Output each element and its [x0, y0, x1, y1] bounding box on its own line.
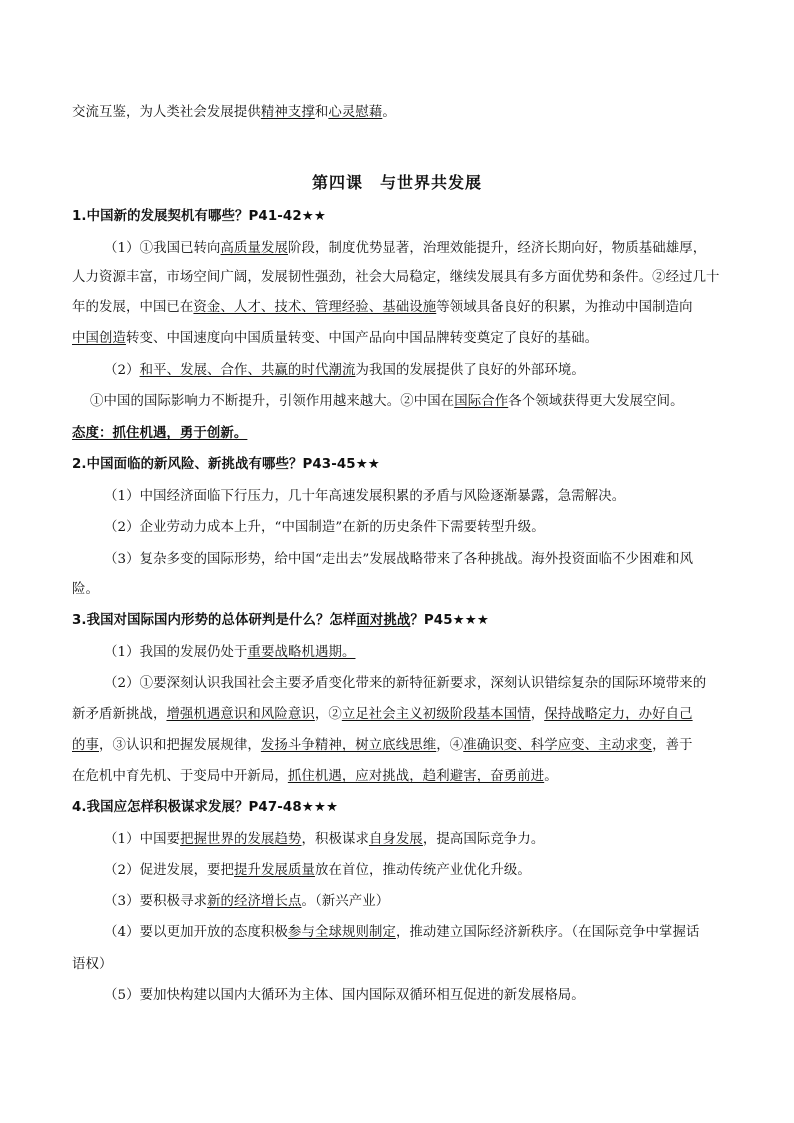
text-run: ，提高国际竞争力。 [422, 832, 545, 847]
text-run: 。 [382, 105, 396, 120]
text-run: 年的发展，中国已在 [72, 300, 194, 315]
underlined-term: 新的经济增长点 [207, 894, 302, 909]
underlined-term: 心灵慰藉 [328, 105, 383, 120]
text-run: 阶段，制度优势显著，治理效能提升，经济长期向好，物质基础雄厚， [288, 241, 707, 256]
q2-line-4: 险。 [72, 582, 99, 597]
underlined-term: 和平、发展、合作、共赢的时代潮流 [139, 363, 356, 378]
text-run: 放在首位，推动传统产业优化升级。 [315, 863, 531, 878]
underlined-term: 的事 [72, 738, 99, 753]
text-run: 各个领域获得更大发展空间。 [508, 394, 684, 409]
q1-line-3 [72, 298, 693, 318]
text-run: （3）要积极寻求 [104, 894, 208, 909]
text-run: 。 [544, 769, 558, 784]
text-run: 等领域具备良好的积累，为推动中国制造向 [436, 300, 693, 315]
text-run: （2） [104, 363, 140, 378]
underlined-term: 精神支撑 [260, 105, 315, 120]
text-run: 转变、中国速度向中国质量转变、中国产品向中国品牌转变奠定了良好的基础。 [125, 331, 599, 346]
q2-line-3: （3）复杂多变的国际形势，给中国“走出去”发展战略带来了各种挑战。海外投资面临不少困难和风 [104, 552, 694, 567]
text-run: 和 [314, 105, 329, 120]
text-run: （1）我国的发展仍处于 [104, 645, 248, 660]
underlined-term: 重要战略机遇期。 [247, 645, 356, 660]
q4-line-4 [104, 923, 700, 943]
q2-line-2: （2）企业劳动力成本上升，“中国制造”在新的历史条件下需要转型升级。 [104, 520, 545, 535]
underlined-term: 中国创造 [72, 331, 126, 346]
underlined-term: 准确识变、科学应变、主动求变 [463, 738, 653, 753]
text-run: 为我国的发展提供了良好的外部环境。 [355, 363, 585, 378]
q1-line-2: 人力资源丰富，市场空间广阔，发展韧性强劲，社会大局稳定，继续发展具有多方面优势和条件。②经过几十 [72, 270, 720, 285]
underlined-term: 增强机遇意识和风险意识 [166, 707, 315, 722]
q3-line-3 [72, 705, 693, 725]
q2-line-1: （1）中国经济面临下行压力，几十年高速发展积累的矛盾与风险逐渐暴露，急需解决。 [104, 489, 626, 504]
underlined-term: 自身发展 [368, 832, 423, 847]
q3-line-1 [104, 643, 355, 663]
text-run: 在危机中育先机、于变局中开新局， [72, 769, 288, 784]
text-run: 3.我国对国际国内形势的总体研判是什么？怎样 [72, 613, 357, 628]
q1-attitude: 态度：抓住机遇，勇于创新。 [72, 426, 248, 441]
text-run: （2）促进发展，要把 [104, 863, 235, 878]
underlined-term: 发扬斗争精神，树立底线思维 [260, 738, 437, 753]
text-run: ，② [314, 707, 342, 722]
q4-line-5: 语权） [72, 957, 113, 972]
underlined-term: 提升发展质量 [234, 863, 315, 878]
question-4-heading: 4.我国应怎样积极谋求发展？P47-48★★★ [72, 800, 339, 815]
underlined-term: 把握世界的发展趋势 [180, 832, 302, 847]
text-run: （4）要以更加开放的态度积极 [104, 925, 288, 940]
q4-line-1 [104, 830, 544, 850]
text-run: 新矛盾新挑战， [72, 707, 167, 722]
intro-line [72, 103, 396, 123]
underlined-term: 参与全球规则制定 [288, 925, 396, 940]
question-3-heading [72, 611, 489, 631]
underlined-term: 资金、人才、技术、管理经验、基础设施 [193, 300, 437, 315]
text-run: （1）中国要 [104, 832, 181, 847]
text-run: ，善于 [652, 738, 693, 753]
text-run: ，③认识和把握发展规律， [98, 738, 261, 753]
question-2-heading: 2.中国面临的新风险、新挑战有哪些？P43-45★★ [72, 457, 380, 472]
lesson-title: 第四课 与世界共发展 [311, 173, 482, 192]
text-run: ， [530, 707, 545, 722]
text-run: （1）①我国已转向 [104, 241, 221, 256]
underlined-term: 高质量发展 [220, 241, 288, 256]
underlined-term: 保持战略定力，办好自己 [544, 707, 693, 722]
text-run: ，积极谋求 [301, 832, 369, 847]
text-run: ，④ [436, 738, 464, 753]
underlined-term: 面对挑战 [356, 613, 411, 628]
underlined-term: 抓住机遇，应对挑战，趋利避害，奋勇前进 [287, 769, 545, 784]
question-1-heading: 1.中国新的发展契机有哪些？P41-42★★ [72, 209, 326, 224]
underlined-term: 国际合作 [454, 394, 509, 409]
q3-line-4 [72, 736, 693, 756]
text-run: 交流互鉴，为人类社会发展提供 [72, 105, 261, 120]
q1-line-1 [104, 239, 706, 259]
q4-line-6: （5）要加快构建以国内大循环为主体、国内国际双循环相互促进的新发展格局。 [104, 988, 585, 1003]
text-run: 。（新兴产业） [301, 894, 390, 909]
underlined-term: 立足社会主义初级阶段基本国情 [341, 707, 531, 722]
q1-line-5 [104, 361, 585, 381]
text-run: ？P45★★★ [410, 613, 489, 628]
q4-line-2 [104, 861, 531, 881]
text-run: ①中国的国际影响力不断提升，引领作用越来越大。②中国在 [90, 394, 455, 409]
q4-line-3 [104, 892, 389, 912]
q3-line-5 [72, 767, 558, 787]
text-run: ，推动建立国际经济新秩序。（在国际竞争中掌握话 [395, 925, 700, 940]
q1-line-6 [90, 392, 684, 412]
q1-line-4 [72, 329, 598, 349]
q3-line-2: （2）①要深刻认识我国社会主要矛盾变化带来的新特征新要求，深刻认识错综复杂的国际环境带来的 [104, 676, 707, 691]
